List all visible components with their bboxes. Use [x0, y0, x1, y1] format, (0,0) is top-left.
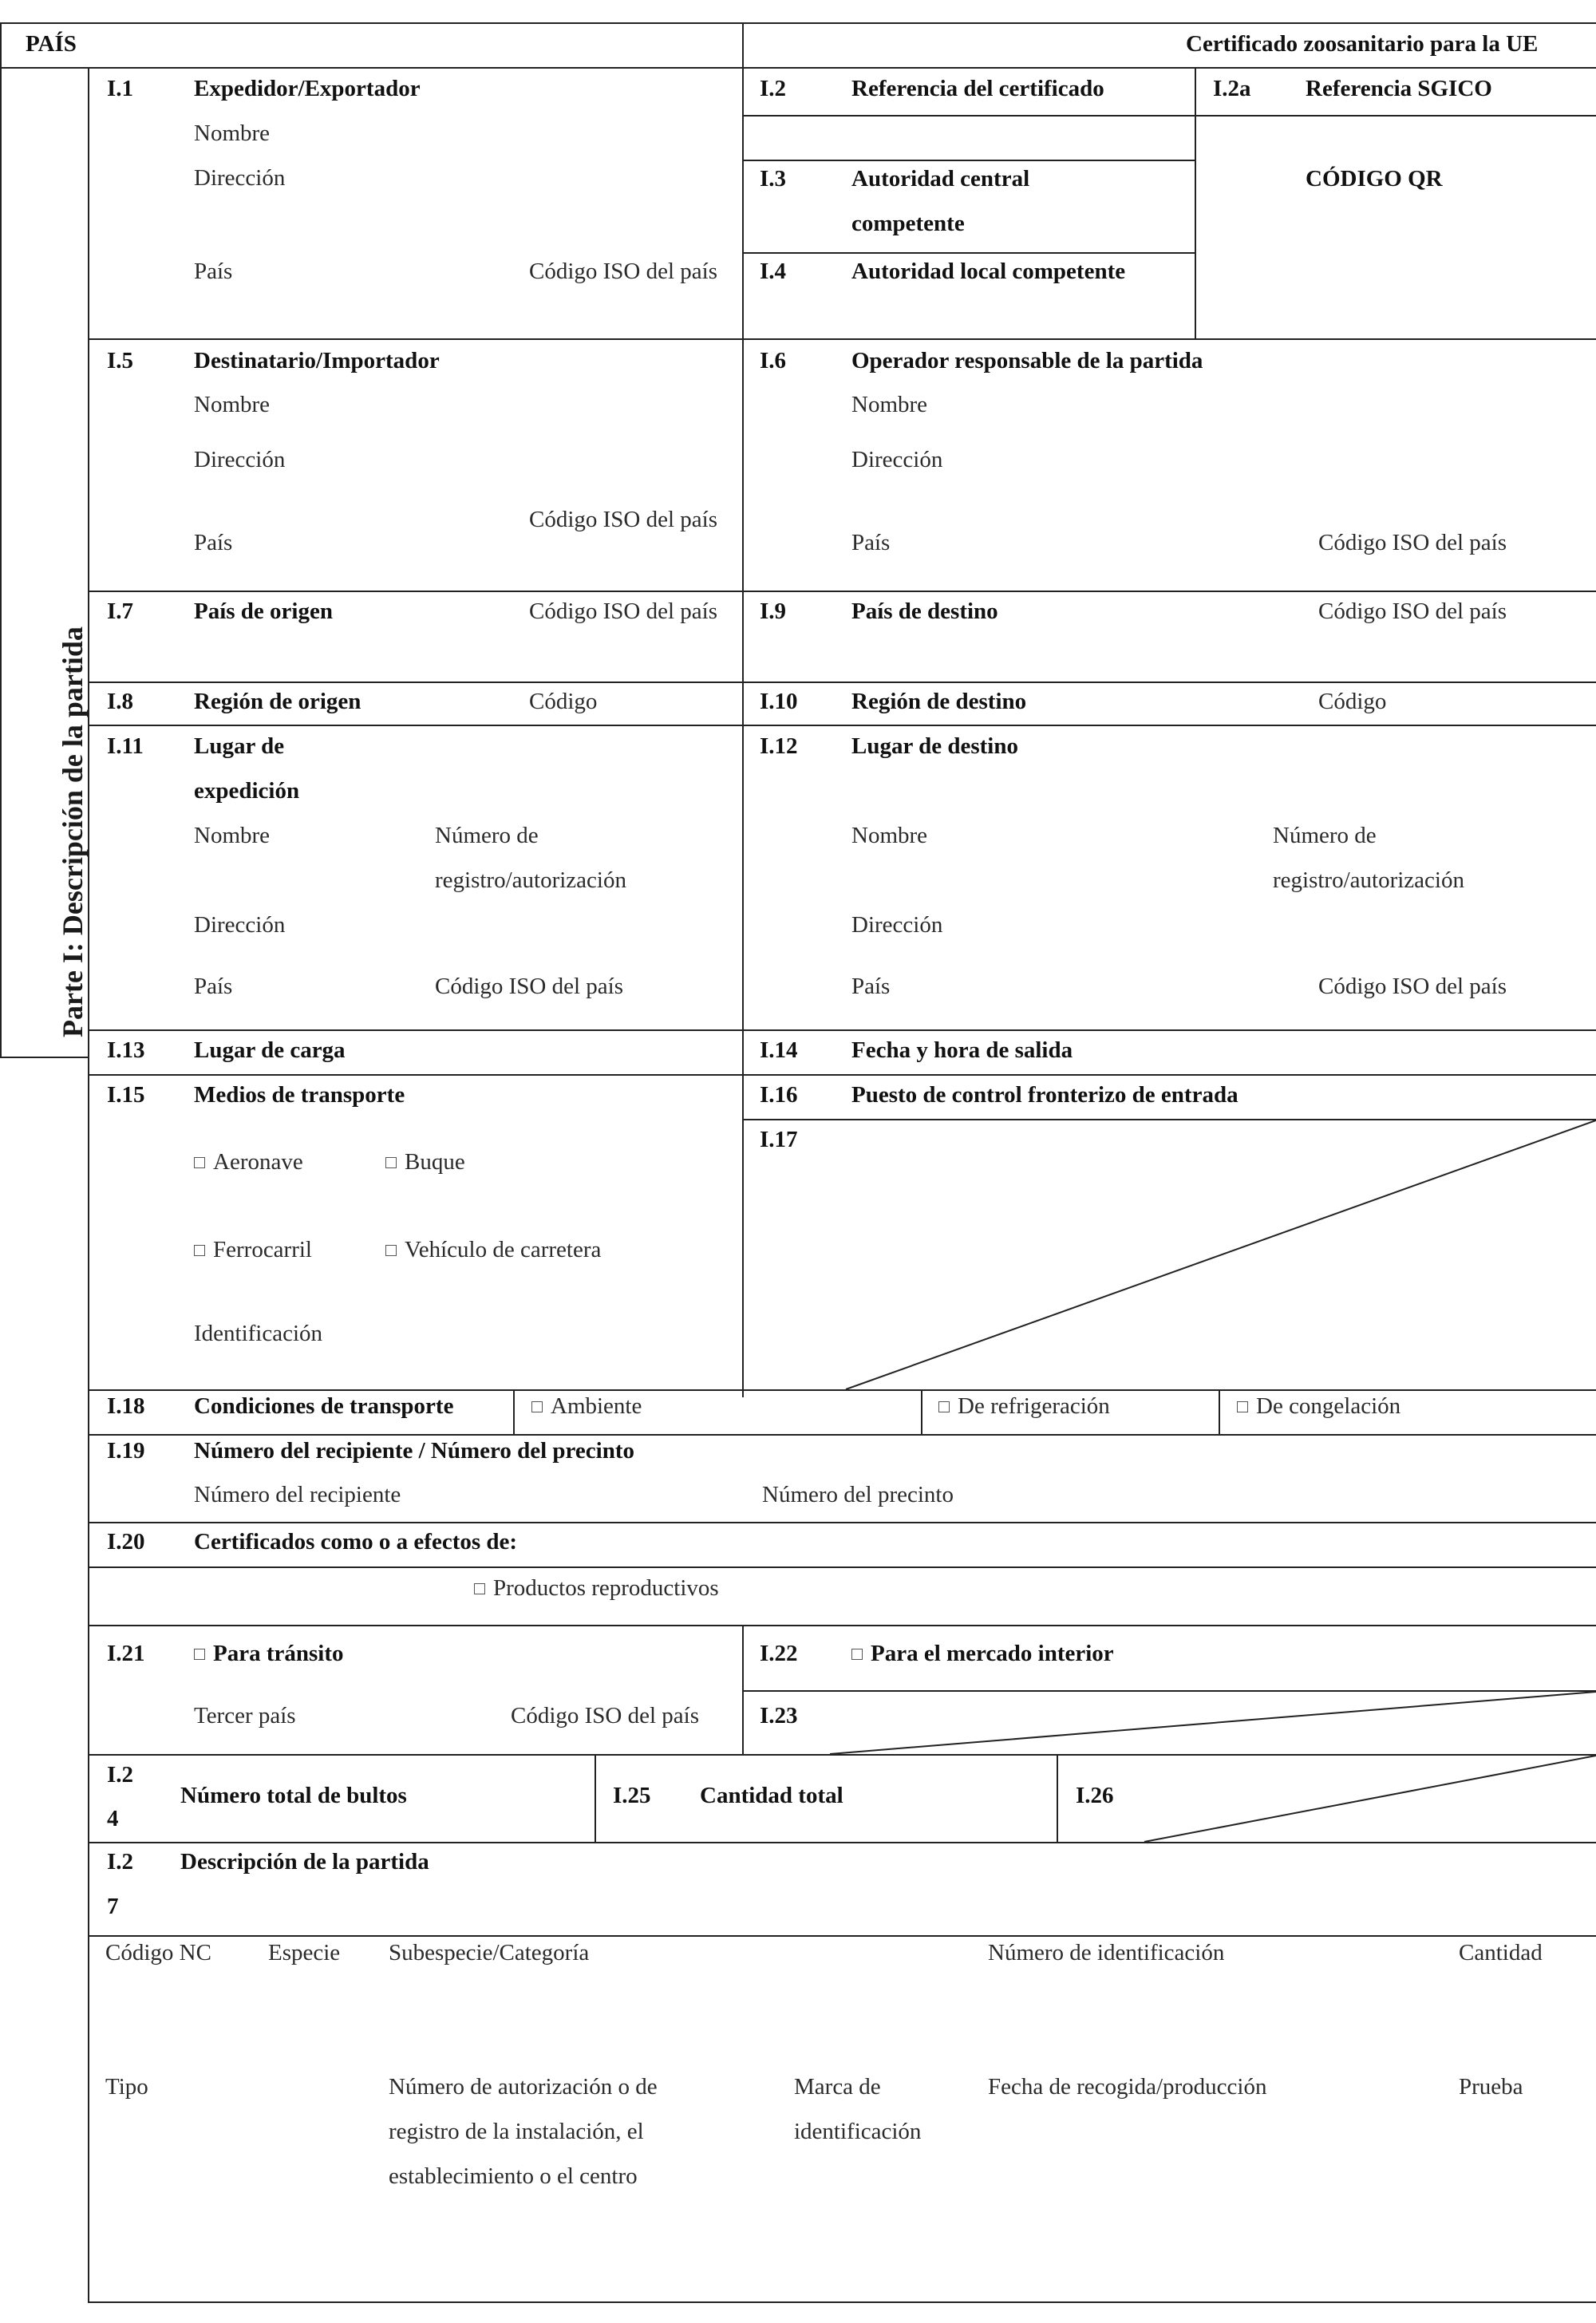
i6-nombre: Nombre — [851, 392, 928, 417]
country-label: PAÍS — [26, 31, 77, 57]
i11-iso-code: Código ISO del país — [435, 974, 624, 999]
congelacion-label: De congelación — [1256, 1393, 1401, 1419]
col-fecha-recogida: Fecha de recogida/producción — [988, 2074, 1267, 2100]
i11-nombre: Nombre — [194, 823, 271, 848]
i15-title: Medios de transporte — [194, 1082, 405, 1108]
i20-title: Certificados como o a efectos de: — [194, 1529, 518, 1555]
i1-pais: País — [194, 259, 233, 284]
i1-title: Expedidor/Exportador — [194, 76, 421, 101]
i12-registro: Número de registro/autorización — [1273, 823, 1464, 893]
i7-title: País de origen — [194, 599, 333, 624]
checkbox-icon — [194, 1649, 205, 1660]
certificate-title: Certificado zoosanitario para la UE — [1186, 31, 1539, 57]
checkbox-icon — [385, 1245, 397, 1256]
i11-number: I.11 — [107, 733, 144, 759]
col-prueba: Prueba — [1459, 2074, 1523, 2100]
ferrocarril-label: Ferrocarril — [213, 1237, 312, 1262]
i12-title: Lugar de destino — [851, 733, 1018, 759]
productos-label: Productos reproductivos — [493, 1575, 719, 1601]
ambiente-label: Ambiente — [551, 1393, 642, 1419]
i9-number: I.9 — [760, 599, 787, 624]
checkbox-icon — [194, 1245, 205, 1256]
i2-title: Referencia del certificado — [851, 76, 1104, 101]
i5-nombre: Nombre — [194, 392, 271, 417]
i25-title: Cantidad total — [700, 1783, 843, 1808]
i6-iso-code: Código ISO del país — [1318, 530, 1507, 555]
checkbox-ambiente[interactable] — [531, 1393, 642, 1420]
i25-number: I.25 — [613, 1783, 651, 1808]
i13-number: I.13 — [107, 1037, 145, 1063]
i6-title: Operador responsable de la partida — [851, 348, 1203, 373]
vehiculo-label: Vehículo de carretera — [405, 1237, 602, 1262]
col-numero-identificacion: Número de identificación — [988, 1940, 1225, 1965]
col-especie: Especie — [268, 1940, 341, 1965]
col-subespecie: Subespecie/Categoría — [389, 1940, 590, 1965]
i5-iso-code: Código ISO del país — [529, 507, 718, 532]
checkbox-icon — [1237, 1401, 1248, 1412]
i23-number: I.23 — [760, 1703, 798, 1728]
checkbox-icon — [385, 1157, 397, 1168]
i12-iso-code: Código ISO del país — [1318, 974, 1507, 999]
i19-recipiente: Número del recipiente — [194, 1482, 401, 1507]
i1-nombre: Nombre — [194, 120, 271, 146]
i21-iso-code: Código ISO del país — [511, 1703, 700, 1728]
transito-label: Para tránsito — [213, 1641, 344, 1666]
i6-number: I.6 — [760, 348, 787, 373]
i7-number: I.7 — [107, 599, 134, 624]
checkbox-mercado-interior[interactable] — [851, 1640, 1114, 1667]
checkbox-buque[interactable] — [385, 1148, 465, 1175]
i10-title: Región de destino — [851, 689, 1027, 714]
i21-tercer-pais: Tercer país — [194, 1703, 296, 1728]
i19-number: I.19 — [107, 1438, 145, 1464]
i26-diagonal — [1057, 1754, 1596, 1842]
i2a-number: I.2a — [1213, 76, 1251, 101]
col-marca-identificacion: Marca de identificación — [794, 2074, 922, 2144]
i4-title: Autoridad local competente — [851, 259, 1126, 284]
i14-title: Fecha y hora de salida — [851, 1037, 1073, 1063]
checkbox-icon — [938, 1401, 950, 1412]
checkbox-refrigeracion[interactable] — [938, 1393, 1110, 1420]
i1-iso-code: Código ISO del país — [529, 259, 718, 284]
i6-direccion: Dirección — [851, 447, 943, 472]
i3-number: I.3 — [760, 166, 787, 192]
i10-number: I.10 — [760, 689, 798, 714]
checkbox-icon — [474, 1583, 485, 1594]
i12-pais: País — [851, 974, 891, 999]
i3-title: Autoridad central competente — [851, 166, 1030, 236]
i21-number: I.21 — [107, 1641, 145, 1666]
i8-title: Región de origen — [194, 689, 361, 714]
i24-number-line1: I.2 — [107, 1762, 134, 1788]
part-one-label: Parte I: Descripción de la partida — [57, 626, 89, 1037]
i16-title: Puesto de control fronterizo de entrada — [851, 1082, 1238, 1108]
checkbox-icon — [531, 1401, 543, 1412]
i27-number-line1: I.2 — [107, 1849, 134, 1875]
i5-pais: País — [194, 530, 233, 555]
i4-number: I.4 — [760, 259, 787, 284]
aeronave-label: Aeronave — [213, 1149, 303, 1175]
i2-number: I.2 — [760, 76, 787, 101]
checkbox-vehiculo[interactable] — [385, 1236, 601, 1263]
i7-iso-code: Código ISO del país — [529, 599, 718, 624]
checkbox-icon — [851, 1649, 863, 1660]
i8-code: Código — [529, 689, 598, 714]
i24-title: Número total de bultos — [180, 1783, 407, 1808]
i11-direccion: Dirección — [194, 912, 286, 938]
i12-number: I.12 — [760, 733, 798, 759]
i16-number: I.16 — [760, 1082, 798, 1108]
i24-number-line2: 4 — [107, 1806, 119, 1831]
i8-number: I.8 — [107, 689, 134, 714]
i27-title: Descripción de la partida — [180, 1849, 429, 1875]
i22-number: I.22 — [760, 1641, 798, 1666]
checkbox-para-transito[interactable] — [194, 1640, 344, 1667]
i9-title: País de destino — [851, 599, 998, 624]
buque-label: Buque — [405, 1149, 465, 1175]
i17-diagonal — [742, 1119, 1596, 1389]
i5-number: I.5 — [107, 348, 134, 373]
i19-precinto: Número del precinto — [762, 1482, 954, 1507]
i5-title: Destinatario/Importador — [194, 348, 440, 373]
i15-number: I.15 — [107, 1082, 145, 1108]
refrigeracion-label: De refrigeración — [958, 1393, 1110, 1419]
checkbox-productos-reproductivos[interactable] — [474, 1574, 719, 1602]
i11-registro: Número de registro/autorización — [435, 823, 626, 893]
i11-pais: País — [194, 974, 233, 999]
i1-direccion: Dirección — [194, 165, 286, 191]
i12-nombre: Nombre — [851, 823, 928, 848]
i14-number: I.14 — [760, 1037, 798, 1063]
col-codigo-nc: Código NC — [105, 1940, 211, 1965]
i18-number: I.18 — [107, 1393, 145, 1419]
i17-number: I.17 — [760, 1127, 798, 1152]
i15-identificacion: Identificación — [194, 1321, 323, 1346]
col-tipo: Tipo — [105, 2074, 148, 2100]
i11-title: Lugar de expedición — [194, 733, 300, 804]
mercado-interior-label: Para el mercado interior — [871, 1641, 1114, 1666]
i20-number: I.20 — [107, 1529, 145, 1555]
checkbox-congelacion[interactable] — [1237, 1393, 1400, 1420]
i2a-title: Referencia SGICO — [1306, 76, 1492, 101]
i26-number: I.26 — [1076, 1783, 1114, 1808]
i1-number: I.1 — [107, 76, 134, 101]
col-numero-autorizacion: Número de autorización o de registro de la instalación, el establecimiento o el centro — [389, 2074, 658, 2189]
i27-number-line2: 7 — [107, 1894, 119, 1919]
i13-title: Lugar de carga — [194, 1037, 346, 1063]
checkbox-icon — [194, 1157, 205, 1168]
i9-iso-code: Código ISO del país — [1318, 599, 1507, 624]
i23-diagonal — [742, 1690, 1596, 1754]
qr-code-placeholder: CÓDIGO QR — [1306, 166, 1443, 192]
i6-pais: País — [851, 530, 891, 555]
checkbox-aeronave[interactable] — [194, 1148, 303, 1175]
i5-direccion: Dirección — [194, 447, 286, 472]
i10-code: Código — [1318, 689, 1387, 714]
col-cantidad: Cantidad — [1459, 1940, 1543, 1965]
checkbox-ferrocarril[interactable] — [194, 1236, 312, 1263]
i18-title: Condiciones de transporte — [194, 1393, 454, 1419]
i19-title: Número del recipiente / Número del precinto — [194, 1438, 634, 1464]
i12-direccion: Dirección — [851, 912, 943, 938]
